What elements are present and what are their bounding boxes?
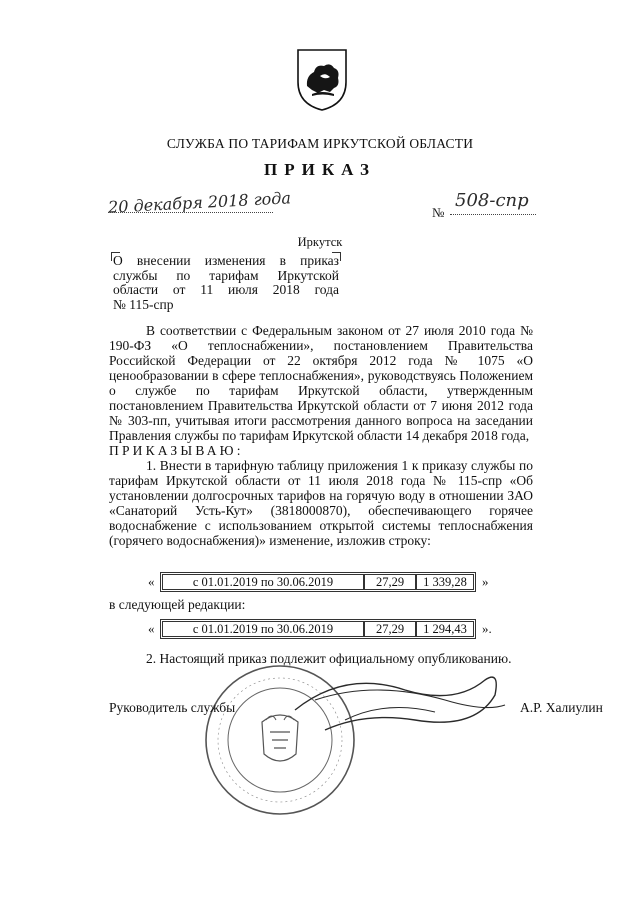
city-name: Иркутск xyxy=(297,235,343,249)
signatory-position: Руководитель службы xyxy=(109,700,236,715)
period-cell: с 01.01.2019 по 30.06.2019 xyxy=(162,621,364,637)
number-sign: № xyxy=(432,205,445,220)
period-cell: с 01.01.2019 по 30.06.2019 xyxy=(162,574,364,590)
signatory-name: А.Р. Халиулин xyxy=(520,700,603,715)
handwritten-date: 20 декабря 2018 года xyxy=(107,188,292,217)
item-1-paragraph: 1. Внести в тарифную таблицу приложения 1 к приказу службы по тарифам Иркутской области от 11 июля 2018 года № 115-спр «Об установлении долгосрочных тарифов на горячую воду в отношении ЗАО «Санаторий Усть-Кут» (3818000870), обеспечивающего горячее водоснабжение с использованием открытой системы теплоснабжения (горячего водоснабжения)» изменение, изложив строку: xyxy=(109,458,533,548)
subject-line: службы по тарифам Иркутской xyxy=(113,267,339,283)
open-quote: « xyxy=(148,621,155,636)
value-cell: 27,29 xyxy=(364,621,416,637)
order-word: ПРИКАЗЫВАЮ: xyxy=(109,443,244,458)
close-quote: » xyxy=(482,574,489,589)
subject-line: О внесении изменения в приказ xyxy=(113,253,339,268)
handwritten-signature xyxy=(285,650,515,760)
subject-line: № 115-спр xyxy=(113,296,174,312)
number-underline xyxy=(450,214,536,215)
value-cell: 1 294,43 xyxy=(416,621,474,637)
item-2-paragraph: 2. Настоящий приказ подлежит официальному опубликованию. xyxy=(146,651,512,666)
document-body xyxy=(109,323,533,548)
document-subject xyxy=(113,254,339,312)
date-underline xyxy=(108,212,273,213)
handwritten-number: 508-спр xyxy=(455,190,529,211)
value-cell: 1 339,28 xyxy=(416,574,474,590)
document-title: ПРИКАЗ xyxy=(264,160,376,179)
new-edition-label: в следующей редакции: xyxy=(109,597,246,612)
preamble-paragraph: В соответствии с Федеральным законом от 27 июля 2010 года № 190-ФЗ «О теплоснабжении», постановлением Правительства Российской Федерации от 22 октября 2012 года № 1075 «О ценообразовании в сфере теплоснабжения», руководствуясь Положением о службе по тарифам Иркутской области, утвержденным постановлением Правительства Иркутской области от 7 июня 2012 года № 303-пп, учитывая итоги рассмотрения данного вопроса на заседании Правления службы по тарифам Иркутской области 14 декабря 2018 года, xyxy=(109,323,533,443)
subject-line: области от 11 июля 2018 года xyxy=(113,282,339,297)
close-quote: ». xyxy=(482,621,492,636)
agency-name: СЛУЖБА ПО ТАРИФАМ ИРКУТСКОЙ ОБЛАСТИ xyxy=(166,136,474,151)
coat-of-arms-emblem xyxy=(294,46,350,112)
open-quote: « xyxy=(148,574,155,589)
value-cell: 27,29 xyxy=(364,574,416,590)
